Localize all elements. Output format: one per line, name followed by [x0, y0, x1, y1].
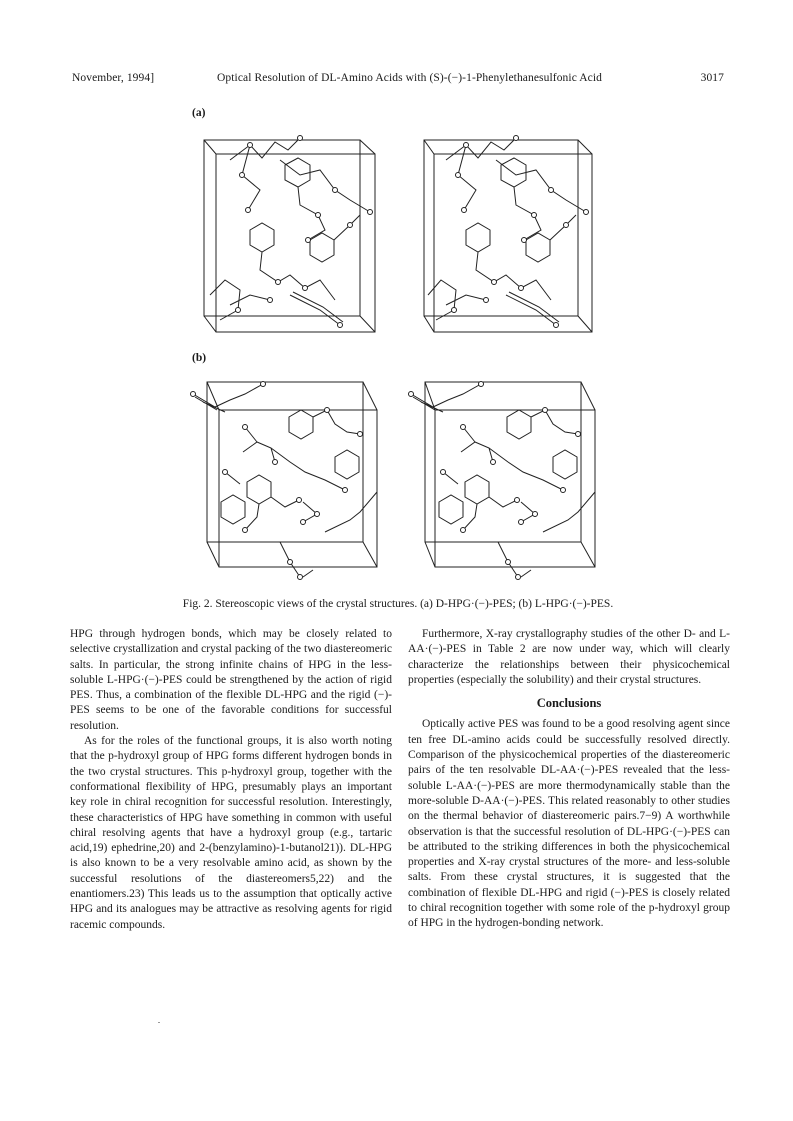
stereo-view-b-left	[185, 372, 395, 587]
section-heading-conclusions: Conclusions	[536, 696, 602, 711]
page-number: 3017	[700, 72, 724, 84]
right-paragraph-1: Furthermore, X-ray crystallography studies of the other D- and L-AA·(−)-PES in Table 2 are now under way, which will clearly characterize the relationships between their physicochemical properties (especially the solubility) and their crystal structures.	[408, 628, 730, 686]
stereo-view-b-right	[405, 372, 615, 587]
stereo-view-a-right	[410, 120, 610, 345]
panel-b-label: (b)	[192, 352, 207, 364]
right-column	[408, 627, 730, 932]
left-paragraph-1: HPG through hydrogen bonds, which may be closely related to selective crystallization and crystal packing of the two diastereomeric salts. In particular, the strong infinite chains of HPG in the less-soluble L-HPG·(−)-PES could be strengthened by the action of rigid PES. Thus, a combination of the flexible DL-HPG and the rigid (−)-PES seems to be one of the favorable conditions for successful resolution.	[70, 628, 392, 732]
figure-caption: Fig. 2. Stereoscopic views of the crystal structures. (a) D-HPG·(−)-PES; (b) L-HPG·(−)-PES.	[182, 598, 614, 610]
header-title: Optical Resolution of DL-Amino Acids with (S)-(−)-1-Phenylethanesulfonic Acid	[217, 72, 602, 84]
stereo-view-a-left	[190, 120, 390, 345]
right-paragraph-2: Optically active PES was found to be a good resolving agent since ten free DL-amino acids could be successfully resolved directly. Comparison of the physicochemical properties of the diastereomeric pairs of the ten resolvable DL-AA·(−)-PES revealed that the less-soluble L-AA·(−)-PES are more thermodynamically stable than the more-soluble D-AA·(−)-PES. This related reasonably to other studies on the thermal behavior of diastereomeric pairs.7−9) A worthwhile observation is that the successful resolution of DL-HPG·(−)-PES can be attributed to the striking differences in both the physicochemical properties and X-ray crystal structures of the more- and less-soluble salts. From these crystal structures, it is suggested that the combination of flexible DL-HPG and rigid (−)-PES is closely related to chiral recognition together with some role of the p-hydroxyl group of HPG in the hydrogen-bonding network.	[408, 718, 730, 930]
panel-a-label: (a)	[192, 107, 206, 119]
stray-mark	[158, 1022, 160, 1023]
header-date: November, 1994]	[72, 72, 155, 84]
running-header	[72, 72, 724, 88]
left-paragraph-2: As for the roles of the functional groups, it is also worth noting that the p-hydroxyl group of HPG forms different hydrogen bonds in the two crystal structures. This p-hydroxyl group, together with the conformational flexibility of HPG, presumably plays an important key role in chiral recognition for successful resolution. Interestingly, these characteristics of HPG have something in common with useful chiral resolving agents that have a hydroxyl group (e.g., tartaric acid,19) ephedrine,20) and 2-(benzylamino)-1-butanol21)). DL-HPG is also known to be a very resolvable amino acid, as shown by the successful resolutions of the diastereomers5,22) and the enantiomers.23) This leads us to the assumption that optically active HPG and its analogues may be attractive as resolving agents for rigid racemic compounds.	[70, 735, 392, 931]
left-column	[70, 627, 392, 933]
